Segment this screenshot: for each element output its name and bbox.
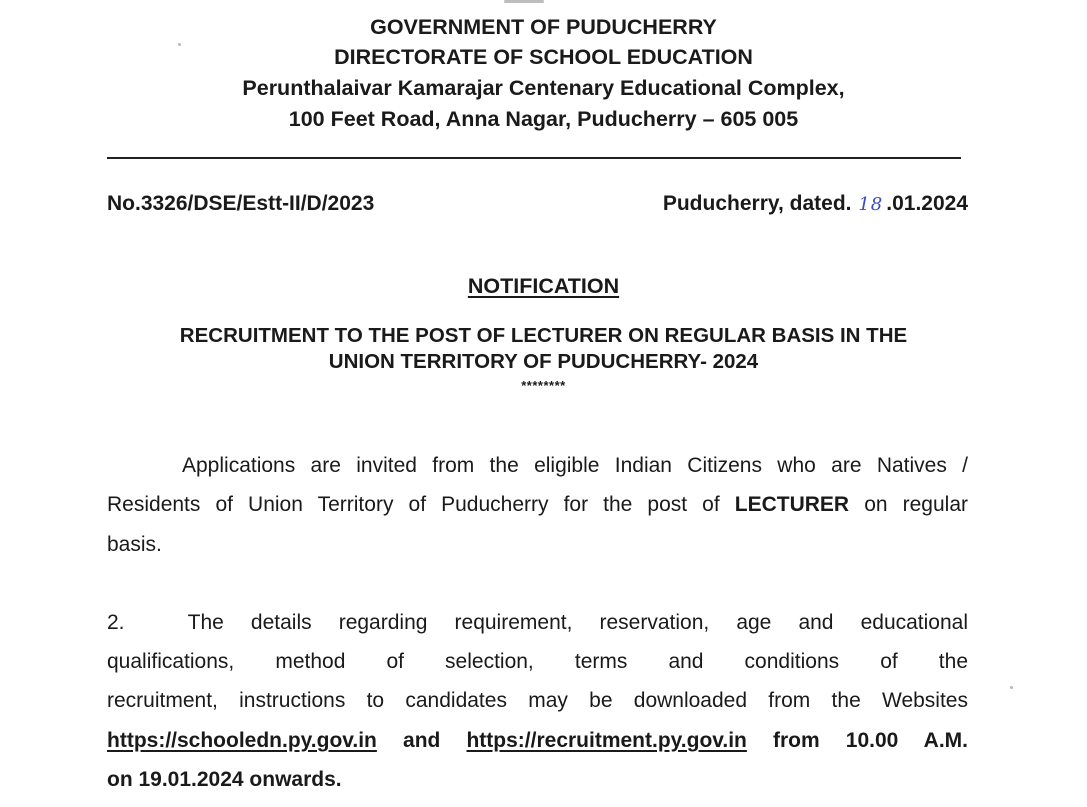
header-government: GOVERNMENT OF PUDUCHERRY — [370, 15, 717, 39]
notification-title — [0, 276, 1087, 298]
para2-line1 — [107, 612, 968, 633]
post-name: LECTURER — [734, 493, 850, 516]
para2-line1-text: The details regarding requirement, reservation, age and educational — [187, 611, 969, 634]
separator-stars: ******** — [521, 378, 566, 393]
para1-line3: basis. — [107, 533, 162, 556]
dated-prefix: Puducherry, dated. — [662, 192, 852, 215]
header-directorate: DIRECTORATE OF SCHOOL EDUCATION — [334, 45, 753, 69]
para1-line2-end: on regular — [864, 493, 968, 516]
time-text: from 10.00 A.M. — [773, 729, 969, 752]
scan-speck — [178, 43, 181, 46]
header-divider — [107, 157, 961, 159]
para1-line2 — [107, 494, 968, 515]
para2-number: 2. — [107, 611, 125, 634]
dated-suffix: .01.2024 — [886, 192, 968, 215]
notification-title-text: NOTIFICATION — [467, 274, 620, 298]
para1-line1: Applications are invited from the eligible Indian Citizens who are Natives / — [182, 454, 968, 477]
subject-line-2: UNION TERRITORY OF PUDUCHERRY- 2024 — [328, 350, 759, 373]
handwritten-day: 18 — [858, 194, 884, 215]
scan-speck — [1010, 686, 1013, 689]
emblem-mark — [504, 0, 544, 3]
reference-number: No.3326/DSE/Estt-II/D/2023 — [107, 192, 375, 215]
header-address-line2: 100 Feet Road, Anna Nagar, Puducherry – 605 005 — [288, 107, 799, 131]
issue-date — [663, 193, 968, 214]
schooledn-link[interactable]: https://schooledn.py.gov.in — [107, 729, 377, 752]
header-address-line1: Perunthalaivar Kamarajar Centenary Educational Complex, — [242, 76, 845, 100]
para2-line2: qualifications, method of selection, terms and conditions of the — [107, 650, 968, 673]
para2-line3: recruitment, instructions to candidates may be downloaded from the Websites — [107, 689, 968, 712]
para2-line5: on 19.01.2024 onwards. — [107, 768, 342, 791]
para2-line4 — [107, 730, 968, 751]
para1-line2-start: Residents of Union Territory of Puducherry for the post of — [107, 493, 720, 516]
and-text: and — [403, 729, 441, 752]
recruitment-link[interactable]: https://recruitment.py.gov.in — [466, 729, 747, 752]
subject-line-1: RECRUITMENT TO THE POST OF LECTURER ON REGULAR BASIS IN THE — [179, 324, 908, 347]
